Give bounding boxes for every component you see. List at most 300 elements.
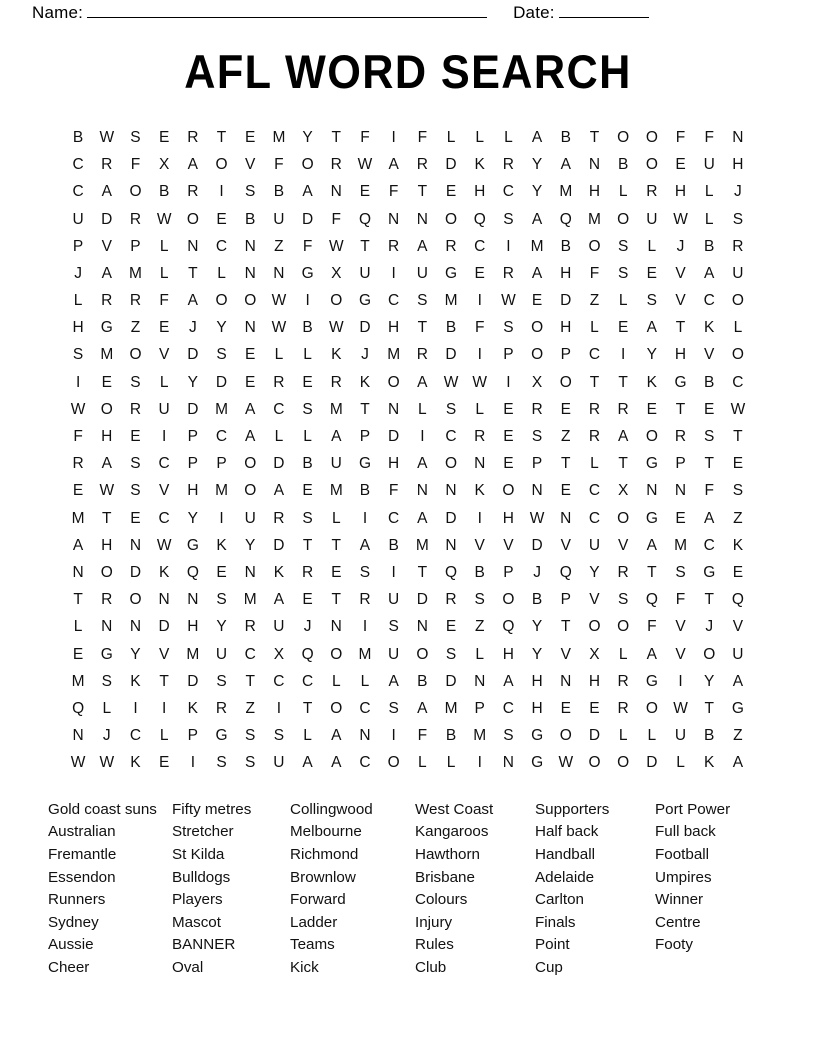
grid-cell[interactable]: S (675, 563, 686, 581)
grid-cell[interactable]: L (418, 400, 427, 418)
grid-cell[interactable]: H (187, 618, 199, 636)
grid-cell[interactable]: E (646, 264, 658, 282)
grid-cell[interactable]: F (388, 482, 399, 500)
grid-cell[interactable]: B (560, 128, 571, 146)
grid-cell[interactable]: Y (531, 645, 543, 663)
grid-cell[interactable]: T (188, 264, 198, 282)
grid-cell[interactable]: Q (645, 591, 658, 609)
grid-cell[interactable]: C (502, 699, 514, 717)
grid-cell[interactable]: Z (474, 618, 485, 636)
grid-cell[interactable]: U (388, 591, 400, 609)
grid-cell[interactable]: M (215, 400, 228, 418)
grid-cell[interactable]: M (387, 346, 401, 364)
grid-cell[interactable]: N (674, 482, 687, 500)
grid-cell[interactable]: S (130, 373, 141, 391)
grid-cell[interactable]: O (244, 482, 257, 500)
grid-cell[interactable]: G (645, 672, 658, 690)
grid-cell[interactable]: I (391, 563, 396, 581)
grid-cell[interactable]: Z (245, 699, 255, 717)
grid-cell[interactable]: I (678, 672, 683, 690)
word-list-item[interactable]: Adelaide (535, 868, 595, 886)
grid-cell[interactable]: A (273, 591, 285, 609)
word-list-item[interactable]: Finals (535, 913, 576, 931)
grid-cell[interactable]: C (215, 428, 228, 445)
grid-cell[interactable]: E (445, 183, 457, 201)
grid-cell[interactable]: M (473, 727, 487, 745)
word-list-item[interactable]: Richmond (290, 846, 359, 864)
grid-cell[interactable]: K (273, 563, 285, 581)
grid-cell[interactable]: O (559, 373, 572, 391)
grid-cell[interactable]: B (704, 237, 715, 255)
grid-cell[interactable]: O (186, 210, 199, 228)
grid-cell[interactable]: Y (130, 645, 141, 663)
grid-cell[interactable]: Z (561, 428, 571, 445)
grid-cell[interactable]: T (302, 536, 313, 554)
grid-cell[interactable]: T (331, 128, 342, 146)
grid-cell[interactable]: O (531, 319, 544, 337)
grid-cell[interactable]: I (477, 346, 482, 364)
grid-cell[interactable]: H (531, 672, 543, 690)
grid-cell[interactable]: E (503, 428, 514, 445)
grid-cell[interactable]: X (589, 645, 600, 663)
grid-cell[interactable]: K (704, 754, 715, 772)
grid-cell[interactable]: R (187, 183, 199, 201)
grid-cell[interactable]: D (531, 536, 543, 554)
grid-cell[interactable]: G (301, 264, 314, 282)
grid-cell[interactable]: O (445, 455, 458, 473)
grid-cell[interactable]: G (703, 563, 716, 581)
grid-cell[interactable]: S (245, 183, 256, 201)
grid-cell[interactable]: M (329, 482, 343, 500)
grid-cell[interactable]: W (271, 319, 287, 337)
word-list-item[interactable]: Sydney (48, 913, 99, 931)
grid-cell[interactable]: H (674, 183, 687, 201)
grid-cell[interactable]: E (732, 563, 744, 581)
grid-cell[interactable]: G (531, 754, 544, 772)
grid-cell[interactable]: K (474, 156, 485, 174)
grid-cell[interactable]: L (590, 455, 599, 473)
grid-cell[interactable]: F (302, 237, 313, 255)
grid-cell[interactable]: A (704, 509, 715, 527)
grid-cell[interactable]: J (188, 319, 197, 337)
grid-cell[interactable]: A (732, 672, 744, 690)
grid-cell[interactable]: R (588, 400, 601, 418)
grid-cell[interactable]: I (391, 264, 396, 282)
grid-cell[interactable]: U (703, 156, 715, 174)
grid-cell[interactable]: N (531, 482, 543, 500)
grid-cell[interactable]: U (244, 509, 256, 527)
grid-cell[interactable]: G (645, 509, 658, 527)
grid-cell[interactable]: C (732, 373, 744, 391)
word-list-item[interactable]: Footy (655, 936, 693, 954)
grid-cell[interactable]: F (417, 128, 428, 146)
grid-cell[interactable]: S (617, 591, 629, 609)
word-list-item[interactable]: Essendon (48, 868, 116, 886)
grid-cell[interactable]: B (245, 210, 256, 228)
grid-cell[interactable]: Y (216, 319, 227, 337)
grid-cell[interactable]: E (245, 128, 256, 146)
grid-cell[interactable]: N (158, 591, 170, 609)
grid-cell[interactable]: W (501, 292, 516, 310)
grid-cell[interactable]: D (646, 754, 658, 772)
grid-cell[interactable]: C (72, 156, 84, 174)
grid-cell[interactable]: A (704, 264, 715, 282)
grid-cell[interactable]: K (216, 536, 227, 554)
word-list-item[interactable]: Cup (535, 959, 563, 976)
word-list-item[interactable]: Bulldogs (172, 868, 231, 886)
grid-cell[interactable]: A (101, 455, 112, 473)
grid-cell[interactable]: L (274, 346, 284, 364)
grid-cell[interactable]: I (362, 509, 368, 527)
grid-cell[interactable]: V (675, 264, 686, 282)
word-search-grid[interactable] (64, 124, 753, 777)
grid-cell[interactable]: R (617, 699, 629, 717)
grid-cell[interactable]: P (187, 428, 199, 445)
grid-cell[interactable]: Q (72, 699, 85, 717)
grid-cell[interactable]: L (331, 672, 341, 690)
grid-cell[interactable]: C (158, 455, 170, 473)
grid-cell[interactable]: A (331, 727, 342, 745)
grid-cell[interactable]: C (703, 536, 715, 554)
grid-cell[interactable]: L (618, 183, 628, 201)
grid-cell[interactable]: O (645, 699, 658, 717)
grid-cell[interactable]: E (245, 373, 256, 391)
grid-cell[interactable]: I (477, 292, 482, 310)
grid-cell[interactable]: F (704, 128, 714, 146)
grid-cell[interactable]: O (588, 237, 601, 255)
grid-cell[interactable]: B (417, 672, 428, 690)
grid-cell[interactable]: L (303, 727, 312, 745)
word-list-item[interactable]: Aussie (48, 936, 94, 954)
grid-cell[interactable]: Q (445, 563, 458, 581)
grid-cell[interactable]: A (531, 210, 543, 228)
grid-cell[interactable]: N (273, 264, 285, 282)
grid-cell[interactable]: S (130, 128, 141, 146)
grid-cell[interactable]: O (215, 156, 228, 174)
grid-cell[interactable]: V (474, 536, 485, 554)
grid-cell[interactable]: E (531, 292, 543, 310)
grid-cell[interactable]: D (301, 210, 314, 228)
grid-cell[interactable]: F (589, 264, 600, 282)
grid-cell[interactable]: U (273, 210, 285, 228)
grid-cell[interactable]: S (273, 727, 285, 745)
grid-cell[interactable]: L (446, 754, 456, 772)
grid-cell[interactable]: M (415, 536, 429, 554)
grid-cell[interactable]: U (158, 400, 170, 418)
grid-cell[interactable]: L (73, 292, 83, 310)
grid-cell[interactable]: R (72, 455, 84, 473)
grid-cell[interactable]: W (673, 210, 688, 228)
grid-cell[interactable]: O (215, 292, 228, 310)
grid-cell[interactable]: E (474, 264, 485, 282)
grid-cell[interactable]: N (474, 455, 486, 473)
word-list-item[interactable]: Half back (535, 823, 599, 841)
grid-cell[interactable]: K (331, 346, 342, 364)
grid-cell[interactable]: N (330, 618, 342, 636)
grid-cell[interactable]: E (646, 400, 658, 418)
grid-cell[interactable]: K (158, 563, 170, 581)
grid-cell[interactable]: C (588, 482, 601, 500)
grid-cell[interactable]: E (560, 699, 571, 717)
grid-cell[interactable]: S (617, 237, 629, 255)
grid-cell[interactable]: E (158, 319, 170, 337)
grid-cell[interactable]: U (330, 455, 342, 473)
grid-cell[interactable]: A (187, 292, 199, 310)
grid-cell[interactable]: I (477, 754, 482, 772)
grid-cell[interactable]: N (244, 319, 256, 337)
grid-cell[interactable]: V (158, 645, 170, 663)
grid-cell[interactable]: G (186, 536, 199, 554)
grid-cell[interactable]: E (704, 400, 715, 418)
grid-cell[interactable]: R (129, 292, 142, 310)
grid-cell[interactable]: N (72, 727, 84, 745)
grid-cell[interactable]: L (159, 373, 169, 391)
grid-cell[interactable]: P (359, 428, 371, 445)
grid-cell[interactable]: S (216, 346, 227, 364)
grid-cell[interactable]: S (503, 319, 514, 337)
grid-cell[interactable]: S (245, 727, 256, 745)
grid-cell[interactable]: A (732, 754, 744, 772)
grid-cell[interactable]: C (215, 237, 228, 255)
grid-cell[interactable]: H (588, 672, 601, 690)
grid-cell[interactable]: R (474, 428, 486, 445)
grid-cell[interactable]: S (72, 346, 84, 364)
grid-cell[interactable]: U (416, 264, 428, 282)
grid-cell[interactable]: W (328, 237, 344, 255)
grid-cell[interactable]: I (506, 237, 511, 255)
grid-cell[interactable]: M (329, 400, 343, 418)
grid-cell[interactable]: M (358, 645, 372, 663)
grid-cell[interactable]: F (675, 128, 686, 146)
grid-cell[interactable]: W (443, 373, 459, 391)
grid-cell[interactable]: W (156, 536, 172, 554)
grid-cell[interactable]: K (646, 373, 658, 391)
grid-cell[interactable]: U (215, 645, 228, 663)
grid-cell[interactable]: K (187, 699, 199, 717)
grid-cell[interactable]: M (71, 672, 85, 690)
grid-cell[interactable]: S (216, 672, 227, 690)
grid-cell[interactable]: T (417, 183, 428, 201)
grid-cell[interactable]: D (445, 346, 457, 364)
grid-cell[interactable]: Z (130, 319, 141, 337)
grid-cell[interactable]: X (158, 156, 170, 174)
grid-cell[interactable]: R (330, 373, 342, 391)
grid-cell[interactable]: O (301, 156, 314, 174)
grid-cell[interactable]: S (646, 292, 658, 310)
grid-cell[interactable]: W (357, 156, 373, 174)
grid-cell[interactable]: R (502, 264, 514, 282)
grid-cell[interactable]: W (271, 292, 287, 310)
grid-cell[interactable]: N (732, 128, 744, 146)
word-list-item[interactable]: Kick (290, 959, 319, 976)
grid-cell[interactable]: W (730, 400, 746, 418)
grid-cell[interactable]: B (273, 183, 285, 201)
grid-cell[interactable]: N (244, 563, 256, 581)
grid-cell[interactable]: L (102, 699, 112, 717)
grid-cell[interactable]: T (647, 563, 657, 581)
grid-cell[interactable]: L (475, 645, 485, 663)
grid-cell[interactable]: D (215, 373, 228, 391)
grid-cell[interactable]: T (360, 400, 370, 418)
grid-cell[interactable]: L (733, 319, 743, 337)
grid-cell[interactable]: H (560, 319, 572, 337)
grid-cell[interactable]: E (302, 373, 313, 391)
grid-cell[interactable]: L (704, 183, 714, 201)
grid-cell[interactable]: A (187, 156, 199, 174)
grid-cell[interactable]: H (588, 183, 601, 201)
grid-cell[interactable]: Q (473, 210, 486, 228)
grid-cell[interactable]: Y (531, 183, 543, 201)
grid-cell[interactable]: E (72, 645, 84, 663)
word-list-item[interactable]: Oval (172, 959, 204, 976)
grid-cell[interactable]: L (217, 264, 226, 282)
grid-cell[interactable]: M (444, 699, 458, 717)
word-list-item[interactable]: Port Power (655, 800, 731, 818)
grid-cell[interactable]: O (617, 210, 630, 228)
grid-cell[interactable]: F (474, 319, 485, 337)
grid-cell[interactable]: L (647, 237, 657, 255)
grid-cell[interactable]: Z (733, 509, 743, 527)
grid-cell[interactable]: D (560, 292, 572, 310)
grid-cell[interactable]: G (674, 373, 687, 391)
grid-cell[interactable]: N (244, 264, 256, 282)
grid-cell[interactable]: F (360, 128, 370, 146)
grid-cell[interactable]: A (531, 264, 543, 282)
grid-cell[interactable]: N (588, 156, 601, 174)
grid-cell[interactable]: E (675, 509, 686, 527)
word-list-item[interactable]: Football (655, 846, 710, 864)
grid-cell[interactable]: V (732, 618, 744, 636)
grid-cell[interactable]: O (645, 428, 658, 445)
grid-cell[interactable]: L (475, 400, 485, 418)
grid-cell[interactable]: W (70, 400, 86, 418)
grid-cell[interactable]: O (617, 754, 630, 772)
grid-cell[interactable]: E (302, 591, 313, 609)
grid-cell[interactable]: N (187, 591, 199, 609)
word-list-item[interactable]: Forward (290, 891, 346, 909)
grid-cell[interactable]: P (531, 455, 543, 473)
grid-cell[interactable]: N (445, 482, 457, 500)
grid-cell[interactable]: R (101, 292, 113, 310)
grid-cell[interactable]: U (732, 264, 744, 282)
grid-cell[interactable]: E (359, 183, 371, 201)
grid-cell[interactable]: N (646, 482, 658, 500)
grid-cell[interactable]: E (560, 400, 571, 418)
grid-cell[interactable]: D (416, 591, 428, 609)
grid-cell[interactable]: E (732, 455, 744, 473)
grid-cell[interactable]: O (244, 455, 257, 473)
grid-cell[interactable]: O (617, 128, 630, 146)
grid-cell[interactable]: M (559, 183, 573, 201)
grid-cell[interactable]: R (646, 183, 658, 201)
grid-cell[interactable]: C (474, 237, 486, 255)
grid-cell[interactable]: A (417, 699, 428, 717)
grid-cell[interactable]: Y (187, 373, 199, 391)
grid-cell[interactable]: U (72, 210, 84, 228)
grid-cell[interactable]: I (162, 428, 167, 445)
grid-cell[interactable]: J (676, 237, 685, 255)
grid-cell[interactable]: F (159, 292, 169, 310)
grid-cell[interactable]: D (273, 536, 285, 554)
grid-cell[interactable]: N (388, 400, 400, 418)
grid-cell[interactable]: P (503, 346, 514, 364)
grid-cell[interactable]: O (617, 618, 630, 636)
grid-cell[interactable]: T (417, 563, 428, 581)
grid-cell[interactable]: N (560, 509, 572, 527)
grid-cell[interactable]: E (158, 128, 170, 146)
grid-cell[interactable]: E (130, 509, 141, 527)
grid-cell[interactable]: S (732, 210, 744, 228)
grid-cell[interactable]: N (388, 210, 400, 228)
word-list-item[interactable]: Cheer (48, 959, 90, 976)
grid-cell[interactable]: S (503, 210, 514, 228)
grid-cell[interactable]: L (303, 346, 312, 364)
grid-cell[interactable]: S (531, 428, 543, 445)
grid-cell[interactable]: R (617, 563, 629, 581)
grid-cell[interactable]: F (647, 618, 657, 636)
grid-cell[interactable]: N (72, 563, 84, 581)
grid-cell[interactable]: B (617, 156, 629, 174)
grid-cell[interactable]: N (416, 210, 428, 228)
grid-cell[interactable]: N (187, 237, 199, 255)
grid-cell[interactable]: R (674, 428, 687, 445)
grid-cell[interactable]: I (276, 699, 282, 717)
grid-cell[interactable]: Q (559, 563, 572, 581)
grid-cell[interactable]: V (675, 292, 686, 310)
word-list-item[interactable]: Handball (535, 846, 595, 864)
grid-cell[interactable]: I (391, 128, 396, 146)
grid-cell[interactable]: T (618, 455, 628, 473)
grid-cell[interactable]: F (331, 210, 342, 228)
grid-cell[interactable]: L (504, 128, 513, 146)
grid-cell[interactable]: C (72, 183, 84, 201)
grid-cell[interactable]: Y (531, 156, 543, 174)
grid-cell[interactable]: B (388, 536, 399, 554)
grid-cell[interactable]: C (703, 292, 715, 310)
grid-cell[interactable]: O (731, 346, 744, 364)
word-list-item[interactable]: Colours (415, 891, 468, 909)
grid-cell[interactable]: C (502, 183, 514, 201)
grid-cell[interactable]: Y (216, 618, 227, 636)
grid-cell[interactable]: F (417, 727, 428, 745)
grid-cell[interactable]: A (331, 428, 342, 445)
grid-cell[interactable]: O (100, 400, 113, 418)
grid-cell[interactable]: E (158, 754, 170, 772)
grid-cell[interactable]: E (216, 563, 227, 581)
grid-cell[interactable]: R (445, 237, 457, 255)
word-list-item[interactable]: Collingwood (290, 800, 373, 818)
word-list-item[interactable]: Mascot (172, 913, 221, 931)
grid-cell[interactable]: N (330, 183, 342, 201)
grid-cell[interactable]: B (302, 455, 313, 473)
grid-cell[interactable]: Z (589, 292, 600, 310)
grid-cell[interactable]: I (420, 428, 425, 445)
grid-cell[interactable]: H (388, 455, 400, 473)
grid-cell[interactable]: N (359, 727, 371, 745)
grid-cell[interactable]: O (330, 699, 343, 717)
grid-cell[interactable]: A (72, 536, 84, 554)
grid-cell[interactable]: R (129, 210, 142, 228)
grid-cell[interactable]: T (561, 618, 571, 636)
grid-cell[interactable]: O (330, 645, 343, 663)
grid-cell[interactable]: B (359, 482, 371, 500)
grid-cell[interactable]: S (445, 400, 457, 418)
grid-cell[interactable]: E (560, 482, 571, 500)
grid-cell[interactable]: T (417, 319, 428, 337)
grid-cell[interactable]: T (704, 591, 714, 609)
grid-cell[interactable]: O (129, 183, 142, 201)
grid-cell[interactable]: L (647, 727, 657, 745)
